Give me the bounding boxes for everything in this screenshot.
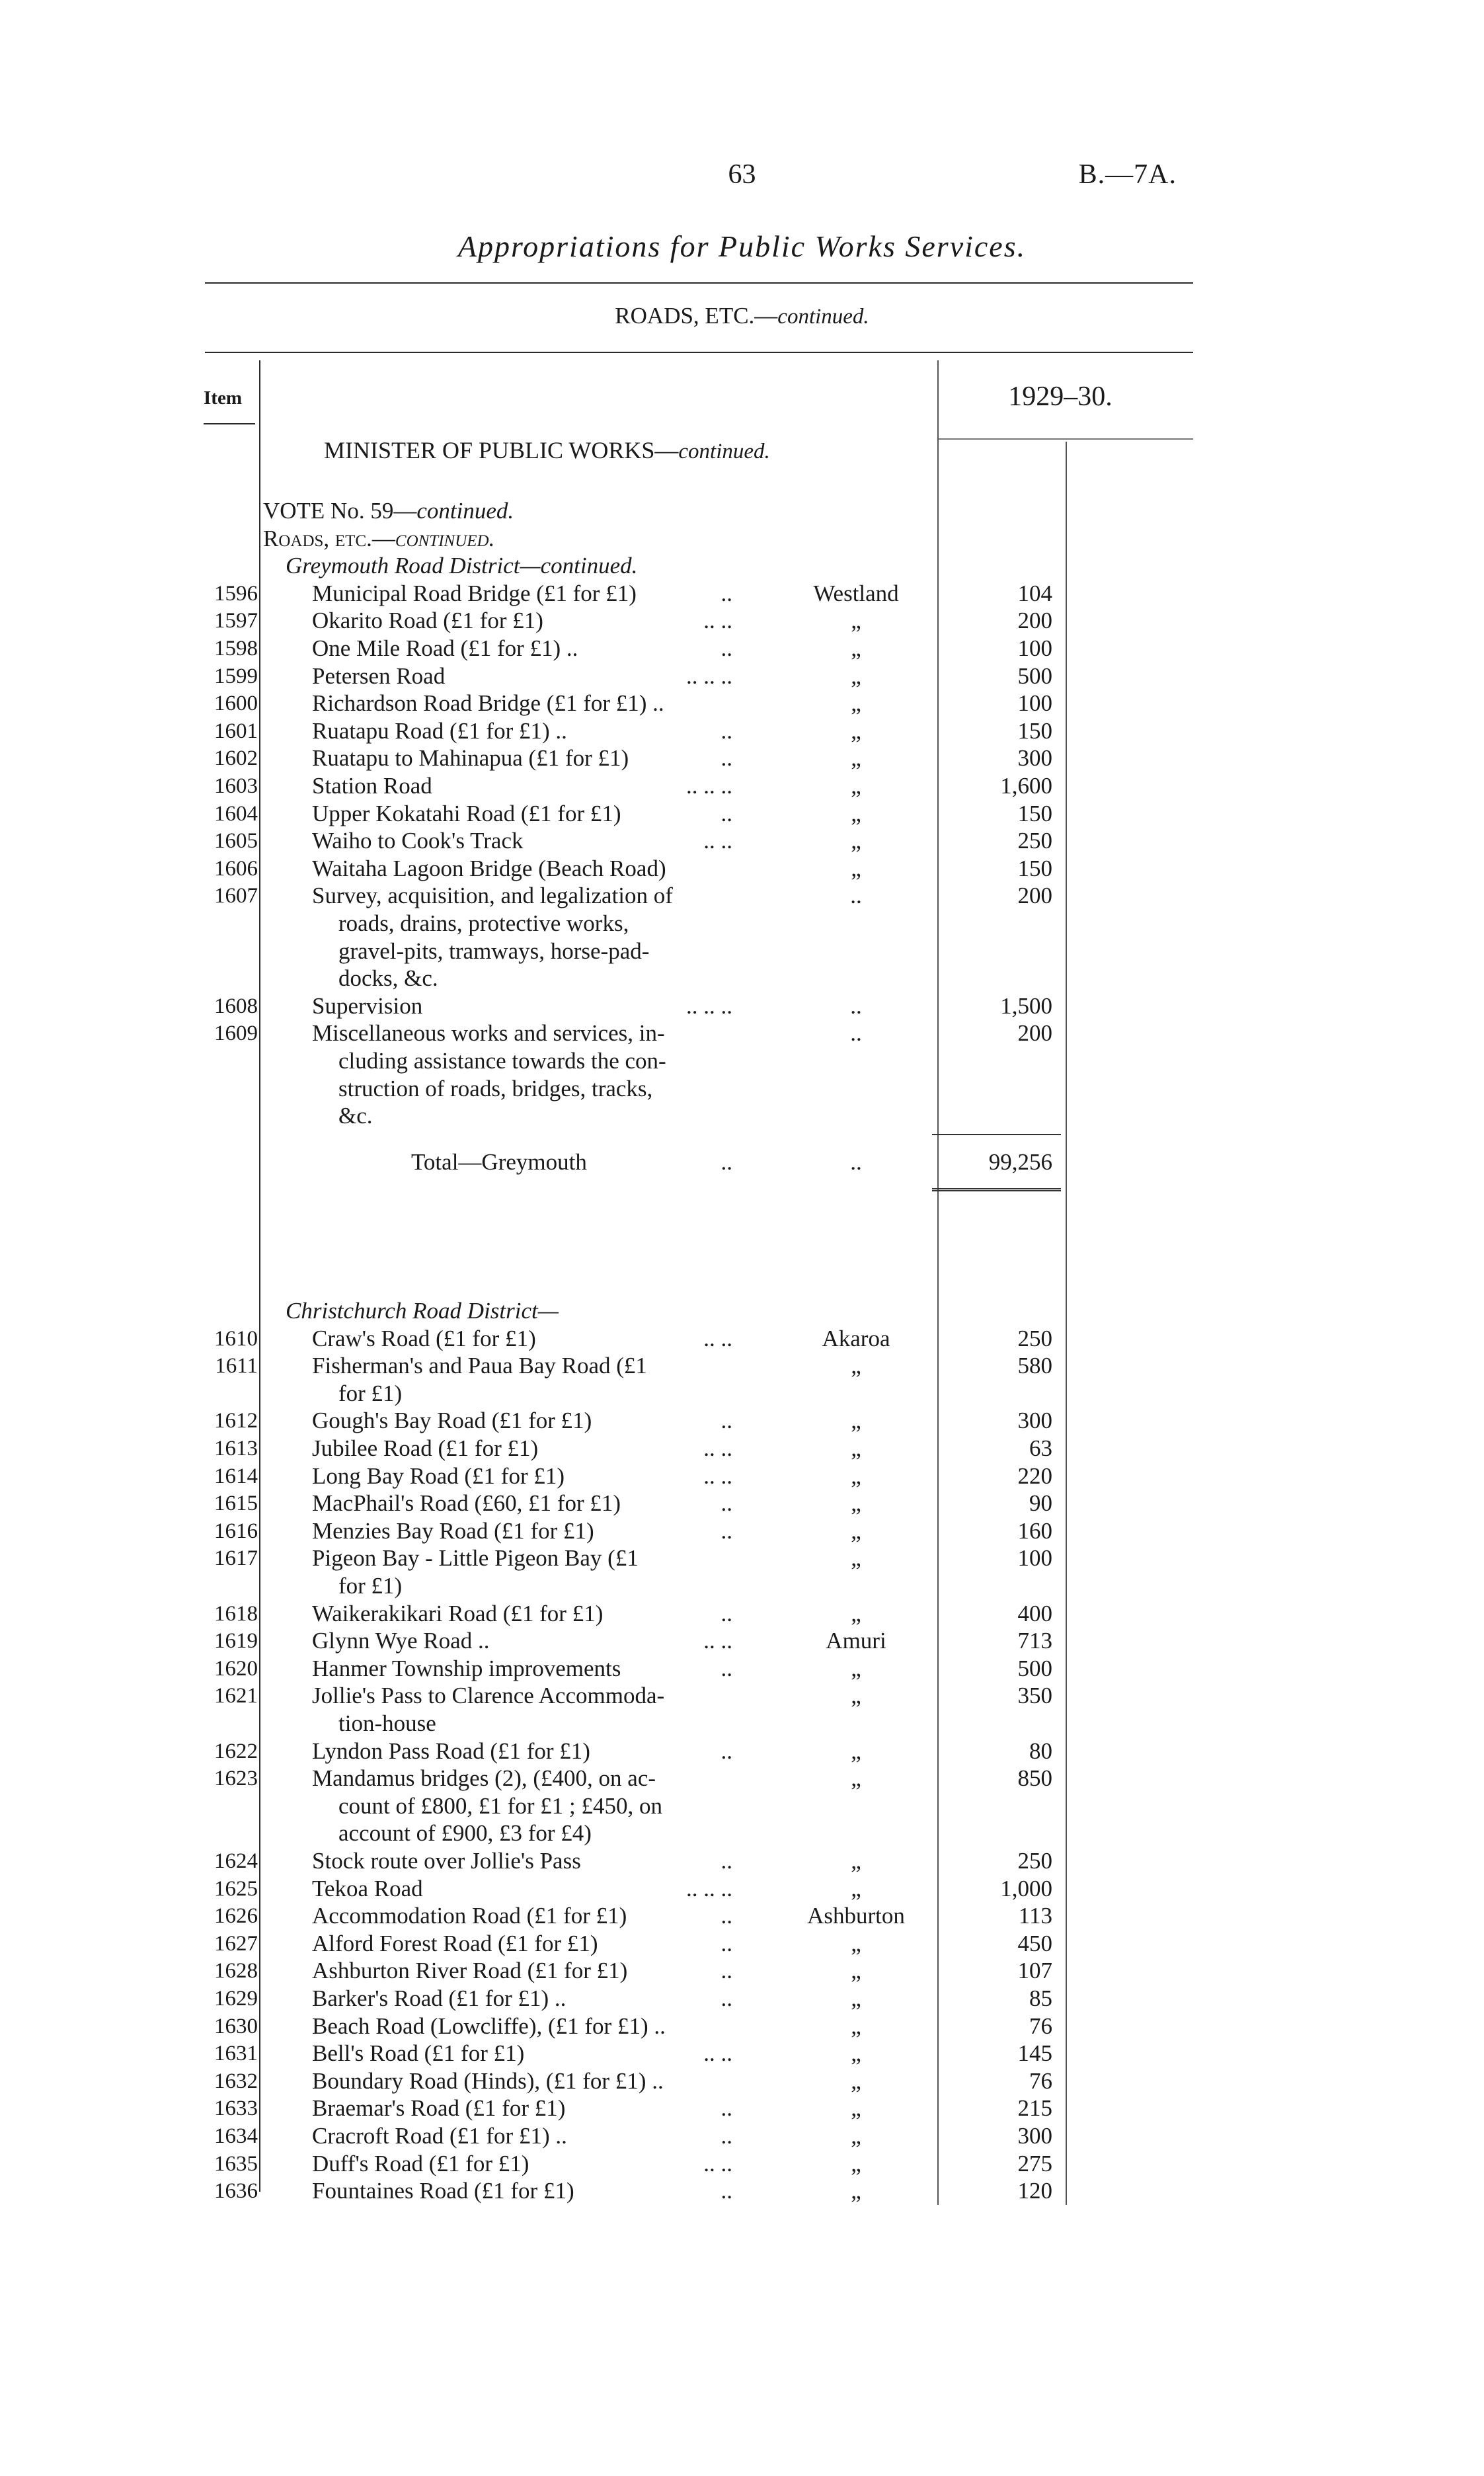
table-row [0,800,1484,828]
leader-dots: .. .. [703,1325,732,1351]
item-description: account of £900, £3 for £4) [338,1820,592,1847]
item-description: Fountaines Road (£1 for £1) [312,2178,574,2204]
vote-heading: VOTE No. 59—continued. [263,498,514,524]
leader-dots: .. [721,1903,732,1929]
item-description: Lyndon Pass Road (£1 for £1) [312,1737,590,1764]
amount-value: 500 [1017,1655,1052,1681]
district-name: Akaroa [822,1325,890,1351]
district-heading: Christchurch Road District— [286,1298,559,1324]
item-description: Miscellaneous works and services, in- [312,1020,665,1047]
amount-value: 63 [1029,1435,1052,1461]
leader-dots: .. [721,1600,732,1626]
amount-value: 150 [1017,717,1052,744]
district-name: „ [851,635,861,661]
leader-dots: .. [721,1737,732,1764]
item-number: 1631 [214,2042,258,2066]
item-description: Ashburton River Road (£1 for £1) [312,1958,628,1984]
leader-dots: .. [721,1848,732,1874]
item-number: 1615 [214,1492,258,1516]
total-label: Total—Greymouth [411,1148,587,1175]
item-description: Mandamus bridges (2), (£400, on ac- [312,1765,656,1792]
item-description: Richardson Road Bridge (£1 for £1) .. [312,690,664,717]
leader-dots: .. [721,1930,732,1956]
total-amount: 99,256 [988,1148,1052,1175]
table-row [0,992,1484,1020]
item-number: 1597 [214,609,258,633]
item-description: Waikerakikari Road (£1 for £1) [312,1600,604,1626]
item-description: &c. [338,1103,373,1129]
item-number: 1623 [214,1767,258,1791]
item-number: 1632 [214,2069,258,2093]
amount-value: 100 [1017,635,1052,661]
leader-dots: .. .. [703,608,732,634]
district-name: „ [851,2013,861,2039]
item-description: Cracroft Road (£1 for £1) .. [312,2123,567,2149]
leader-dots: .. [721,1958,732,1984]
district-name: „ [851,2095,861,2122]
amount-value: 104 [1017,580,1052,606]
leader-dots: .. .. .. [686,992,732,1019]
item-description: Waiho to Cook's Track [312,828,524,854]
item-column-header: Item [204,387,242,409]
leader-dots: .. .. .. [686,773,732,799]
leader-dots: .. [721,635,732,661]
leader-dots: .. [721,2123,732,2149]
table-top-rule [205,352,1193,353]
district-name: „ [851,1958,861,1984]
district-name: „ [851,1848,861,1874]
item-description: Barker's Road (£1 for £1) .. [312,1985,566,2011]
district-name: „ [851,1765,861,1792]
item-description: count of £800, £1 for £1 ; £450, on [338,1792,662,1819]
vote-heading: Roads, etc.—continued. [263,525,495,551]
table-row [0,1875,1484,1903]
leader-dots: .. [721,1148,732,1175]
leader-dots: .. [721,745,732,772]
item-description: docks, &c. [338,965,438,992]
district-name: „ [851,2150,861,2176]
leader-dots: .. [721,1655,732,1681]
item-number: 1621 [214,1684,258,1708]
year-header-underline [939,438,1193,440]
item-description: Municipal Road Bridge (£1 for £1) [312,580,637,606]
amount-value: 215 [1017,2095,1052,2122]
section-heading-text: ROADS, ETC.— [615,303,778,329]
amount-value: 80 [1029,1737,1052,1764]
item-number: 1627 [214,1931,258,1956]
district-heading: Greymouth Road District—continued. [286,553,638,579]
heading-row [0,1297,1484,1325]
district-name: .. [850,883,862,909]
amount-value: 250 [1017,828,1052,854]
district-name: .. [850,1148,862,1175]
amount-value: 850 [1017,1765,1052,1792]
table-row [0,1517,1484,1545]
leader-dots: .. .. .. [686,1875,732,1901]
page-title: Appropriations for Public Works Services. [457,229,1027,263]
amount-value: 350 [1017,1683,1052,1709]
amount-value: 400 [1017,1600,1052,1626]
heading-row [0,497,1484,525]
item-description: cluding assistance towards the con- [338,1047,666,1074]
item-number: 1606 [214,856,258,881]
district-name: „ [851,1655,861,1681]
year-column-header: 1929–30. [1008,381,1113,412]
item-description: struction of roads, bridges, tracks, [338,1075,653,1101]
district-name: „ [851,1875,861,1901]
table-row [0,2150,1484,2178]
item-number: 1626 [214,1904,258,1929]
district-name: „ [851,1462,861,1489]
item-number: 1619 [214,1629,258,1654]
item-number: 1604 [214,801,258,826]
table-row [0,1544,1484,1599]
item-description: Waitaha Lagoon Bridge (Beach Road) [312,855,666,881]
item-description: Supervision [312,992,423,1019]
item-description: Ruatapu to Mahinapua (£1 for £1) [312,745,629,772]
page-reference: B.—7A. [1078,159,1177,190]
table-row [0,1325,1484,1353]
leader-dots: .. .. [703,828,732,854]
item-description: Braemar's Road (£1 for £1) [312,2095,566,2122]
item-number: 1600 [214,692,258,716]
item-number: 1605 [214,829,258,854]
amount-value: 200 [1017,608,1052,634]
table-row [0,827,1484,855]
item-description: Tekoa Road [312,1875,423,1901]
item-description: Ruatapu Road (£1 for £1) .. [312,717,567,744]
item-description: for £1) [338,1572,403,1599]
table-row [0,2095,1484,2122]
table-row [0,882,1484,992]
amount-value: 1,500 [1000,992,1052,1019]
item-number: 1601 [214,719,258,743]
item-description: Pigeon Bay - Little Pigeon Bay (£1 [312,1545,639,1572]
district-name: „ [851,2067,861,2094]
item-number: 1618 [214,1601,258,1626]
amount-value: 150 [1017,855,1052,881]
amount-value: 100 [1017,690,1052,717]
table-row [0,772,1484,800]
item-number: 1614 [214,1464,258,1488]
amount-value: 200 [1017,1020,1052,1047]
table-row [0,2122,1484,2150]
leader-dots: .. [721,717,732,744]
item-number: 1625 [214,1876,258,1901]
amount-value: 300 [1017,745,1052,772]
leader-dots: .. .. [703,2150,732,2176]
amount-value: 100 [1017,1545,1052,1572]
amount-value: 113 [1018,1903,1052,1929]
district-name: „ [851,855,861,881]
section-heading-continued: continued. [777,305,869,329]
district-name: „ [851,2123,861,2149]
table-row [0,1957,1484,1985]
item-number: 1610 [214,1326,258,1351]
item-number: 1629 [214,1987,258,2011]
district-name: „ [851,1930,861,1956]
leader-dots: .. [721,2095,732,2122]
item-description: Menzies Bay Road (£1 for £1) [312,1517,594,1544]
table-row [0,1407,1484,1435]
amount-value: 90 [1029,1490,1052,1517]
district-name: Ashburton [807,1903,905,1929]
leader-dots: .. [721,1490,732,1517]
item-description: Long Bay Road (£1 for £1) [312,1462,565,1489]
table-row [0,2013,1484,2040]
table-row [0,1600,1484,1628]
table-row [0,1352,1484,1406]
section-heading [0,303,1484,329]
amount-value: 300 [1017,2123,1052,2149]
amount-value: 160 [1017,1517,1052,1544]
district-name: „ [851,1408,861,1434]
amount-value: 250 [1017,1848,1052,1874]
district-name: „ [851,745,861,772]
table-row [0,744,1484,772]
table-row [0,1682,1484,1736]
district-name: „ [851,1545,861,1572]
amount-value: 76 [1029,2067,1052,2094]
district-name: „ [851,1353,861,1379]
district-name: „ [851,1737,861,1764]
item-description: Jubilee Road (£1 for £1) [312,1435,539,1461]
item-number: 1636 [214,2179,258,2204]
item-description: Survey, acquisition, and legalization of [312,883,673,909]
item-header-underline [204,423,255,424]
table-row [0,1490,1484,1517]
total-row [0,1148,1484,1176]
district-name: „ [851,773,861,799]
item-number: 1609 [214,1021,258,1046]
table-row [0,2067,1484,2095]
item-description: One Mile Road (£1 for £1) .. [312,635,578,661]
district-name: „ [851,1517,861,1544]
amount-value: 107 [1017,1958,1052,1984]
amount-value: 1,000 [1000,1875,1052,1901]
item-number: 1617 [214,1546,258,1571]
district-name: „ [851,828,861,854]
item-description: Alford Forest Road (£1 for £1) [312,1930,598,1956]
item-description: Beach Road (Lowcliffe), (£1 for £1) .. [312,2013,666,2039]
amount-value: 300 [1017,1408,1052,1434]
page-number: 63 [728,159,756,190]
item-description: Gough's Bay Road (£1 for £1) [312,1408,592,1434]
district-name: „ [851,800,861,826]
amount-value: 120 [1017,2178,1052,2204]
item-number: 1596 [214,581,258,606]
leader-dots: .. [721,1408,732,1434]
amount-value: 580 [1017,1353,1052,1379]
district-name: „ [851,1435,861,1461]
item-description: roads, drains, protective works, [338,910,629,936]
table-row [0,1930,1484,1958]
item-number: 1616 [214,1519,258,1543]
item-description: gravel-pits, tramways, horse-pad- [338,938,650,964]
item-description: Glynn Wye Road .. [312,1628,490,1654]
district-name: .. [850,1020,862,1047]
item-description: MacPhail's Road (£60, £1 for £1) [312,1490,621,1517]
item-description: Station Road [312,773,432,799]
minister-heading [324,436,770,464]
amount-value: 200 [1017,883,1052,909]
amount-value: 76 [1029,2013,1052,2039]
minister-heading-text: MINISTER OF PUBLIC WORKS— [324,437,679,463]
amount-value: 713 [1017,1628,1052,1654]
table-row [0,1737,1484,1765]
leader-dots: .. .. [703,1628,732,1654]
table-row [0,2177,1484,2205]
district-name: „ [851,2178,861,2204]
item-number: 1613 [214,1437,258,1460]
table-row [0,1985,1484,2013]
item-description: Jollie's Pass to Clarence Accommoda- [312,1683,665,1709]
district-name: „ [851,1683,861,1709]
item-number: 1598 [214,637,258,660]
item-number: 1612 [214,1409,258,1433]
item-description: Duff's Road (£1 for £1) [312,2150,529,2176]
district-name: Westland [813,580,899,606]
item-number: 1607 [214,884,258,908]
leader-dots: .. .. [703,1435,732,1461]
item-number: 1602 [214,746,258,771]
district-name: „ [851,1600,861,1626]
amount-value: 275 [1017,2150,1052,2176]
district-name: Amuri [826,1628,886,1654]
item-description: Hanmer Township improvements [312,1655,621,1681]
district-name: „ [851,1985,861,2011]
table-row [0,580,1484,608]
item-description: Okarito Road (£1 for £1) [312,608,543,634]
amount-value: 250 [1017,1325,1052,1351]
district-name: „ [851,1490,861,1517]
amount-value: 85 [1029,1985,1052,2011]
item-number: 1635 [214,2151,258,2176]
table-row [0,690,1484,717]
table-row [0,1902,1484,1930]
table-row [0,1847,1484,1875]
leader-dots: .. .. [703,1462,732,1489]
item-number: 1630 [214,2014,258,2038]
leader-dots: .. .. .. [686,662,732,689]
amount-value: 150 [1017,800,1052,826]
district-name: „ [851,662,861,689]
item-description: Bell's Road (£1 for £1) [312,2040,525,2067]
item-number: 1624 [214,1849,258,1873]
district-name: „ [851,690,861,717]
district-name: „ [851,2040,861,2067]
table-row [0,635,1484,662]
heading-row [0,552,1484,580]
table-row [0,1435,1484,1462]
table-row [0,1765,1484,1847]
item-number: 1620 [214,1656,258,1681]
item-number: 1628 [214,1959,258,1983]
table-row [0,1462,1484,1490]
item-description: for £1) [338,1380,403,1406]
table-row [0,717,1484,745]
amount-value: 500 [1017,662,1052,689]
item-number: 1634 [214,2124,258,2148]
table-row [0,2040,1484,2067]
item-description: Fisherman's and Paua Bay Road (£1 [312,1353,647,1379]
item-number: 1608 [214,994,258,1018]
table-row [0,662,1484,690]
district-name: .. [850,992,862,1019]
leader-dots: .. [721,800,732,826]
leader-dots: .. [721,1517,732,1544]
item-description: Stock route over Jollie's Pass [312,1848,581,1874]
amount-value: 450 [1017,1930,1052,1956]
item-description: tion-house [338,1710,436,1736]
amount-value: 220 [1017,1462,1052,1489]
table-row [0,1019,1484,1129]
table-row [0,855,1484,883]
item-description: Upper Kokatahi Road (£1 for £1) [312,800,621,826]
item-number: 1599 [214,664,258,688]
heading-row [0,525,1484,553]
item-description: Craw's Road (£1 for £1) [312,1325,536,1351]
minister-heading-continued: continued. [678,440,770,463]
table-row [0,607,1484,635]
item-description: Boundary Road (Hinds), (£1 for £1) .. [312,2067,664,2094]
district-name: „ [851,608,861,634]
leader-dots: .. [721,580,732,606]
amount-value: 1,600 [1000,773,1052,799]
item-number: 1622 [214,1739,258,1763]
item-number: 1633 [214,2097,258,2121]
table-row [0,1655,1484,1683]
leader-dots: .. [721,2178,732,2204]
leader-dots: .. [721,1985,732,2011]
item-description: Accommodation Road (£1 for £1) [312,1903,627,1929]
leader-dots: .. .. [703,2040,732,2067]
district-name: „ [851,717,861,744]
table-row [0,1627,1484,1655]
item-description: Petersen Road [312,662,446,689]
title-rule [205,282,1193,284]
item-number: 1603 [214,774,258,798]
item-number: 1611 [215,1354,258,1378]
amount-value: 145 [1017,2040,1052,2067]
